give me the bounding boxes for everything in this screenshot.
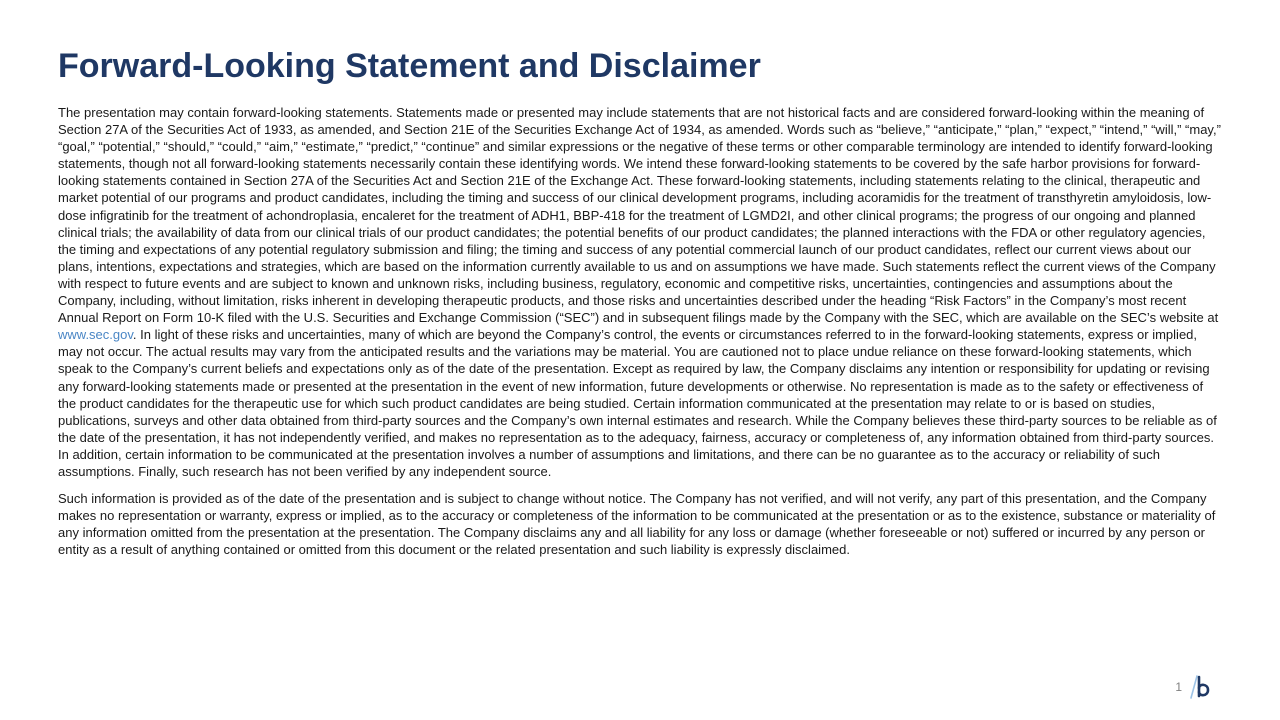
disclaimer-paragraph-2: Such information is provided as of the date of the presentation and is subject to change without notice. The Company has not verified, and will not verify, any part of this presentation, and the Company makes no representation or warranty, express or implied, as to the accuracy or completeness of the information to be communicated at the presentation or as to the existence, substance or materiality of any information omitted from the presentation at the presentation. The Company disclaims any and all liability for any loss or damage (whether foreseeable or not) suffered or incurred by any person or entity as a result of anything contained or omitted from this document or the related presentation and such liability is expressly disclaimed.: [58, 491, 1216, 558]
sec-website-link[interactable]: www.sec.gov: [58, 327, 133, 343]
disclaimer-body: [58, 104, 1223, 558]
paragraph-1-text-start: The presentation may contain forward-looking statements. Statements made or presented may include statements that are not historical facts and are considered forward-looking within the meaning of Section 27A of the Securities Act of 1933, as amended, and Section 21E of the Securities Exchange Act of 1934, as amended. Words such as “believe,” “anticipate,” “plan,” “expect,” “intend,” “will,” “may,” “goal,” “potential,” “should,” “could,” “aim,” “estimate,” “predict,” “continue” and similar expressions or the negative of these terms or other comparable terminology are intended to identify forward-looking statements, though not all forward-looking statements necessarily contain these identifying words. We intend these forward-looking statements to be covered by the safe harbor provisions for forward-looking statements contained in Section 27A of the Securities Act and Section 21E of the Exchange Act. These forward-looking statements, including statements relating to the clinical, therapeutic and market potential of our programs and product candidates, including the timing and success of our clinical development programs, including acoramidis for the treatment of transthyretin amyloidosis, low-dose infigratinib for the treatment of achondroplasia, encaleret for the treatment of ADH1, BBP-418 for the treatment of LGMD2I, and other clinical programs; the progress of our ongoing and planned clinical trials; the availability of data from our clinical trials of our product candidates; the potential benefits of our product candidates; the planned interactions with the FDA or other regulatory agencies, the timing and expectations of any potential regulatory submission and filing; the timing and success of any potential commercial launch of our product candidates, reflect our current views about our plans, intentions, expectations and strategies, which are based on the information currently available to us and on assumptions we have made. Such statements reflect the current views of the Company with respect to future events and are subject to known and unknown risks, including business, regulatory, economic and competitive risks, uncertainties, contingencies and assumptions about the Company, including, without limitation, risks inherent in developing therapeutic products, and those risks and uncertainties described under the heading “Risk Factors” in the Company’s most recent Annual Report on Form 10-K filed with the U.S. Securities and Exchange Commission (“SEC”) and in subsequent filings made by the Company with the SEC, which are available on the SEC’s website at: [58, 105, 1221, 326]
page-number: 1: [1175, 680, 1182, 694]
b-logo-icon: [1188, 674, 1214, 700]
slide-footer: [1175, 674, 1214, 700]
slide-title: Forward-Looking Statement and Disclaimer: [58, 47, 761, 85]
paragraph-1-text-end: . In light of these risks and uncertainties, many of which are beyond the Company’s control, the events or circumstances referred to in the forward-looking statements, express or implied, may not occur. The actual results may vary from the anticipated results and the variations may be material. You are cautioned not to place undue reliance on these forward-looking statements, which speak to the Company’s current beliefs and expectations only as of the date of the presentation. Except as required by law, the Company disclaims any intention or responsibility for updating or revising any forward-looking statements made or presented at the presentation in the event of new information, future developments or otherwise. No representation is made as to the safety or effectiveness of the product candidates for the therapeutic use for which such product candidates are being studied. Certain information communicated at the presentation may relate to or is based on studies, publications, surveys and other data obtained from third-party sources and the Company’s own internal estimates and research. While the Company believes these third-party sources to be reliable as of the date of the presentation, it has not independently verified, and makes no representation as to the adequacy, fairness, accuracy or completeness of, any information obtained from third-party sources. In addition, certain information to be communicated at the presentation involves a number of assumptions and limitations, and there can be no guarantee as to the accuracy or reliability of such assumptions. Finally, such research has not been verified by any independent source.: [58, 327, 1217, 479]
disclaimer-paragraph-1: [58, 104, 1223, 480]
